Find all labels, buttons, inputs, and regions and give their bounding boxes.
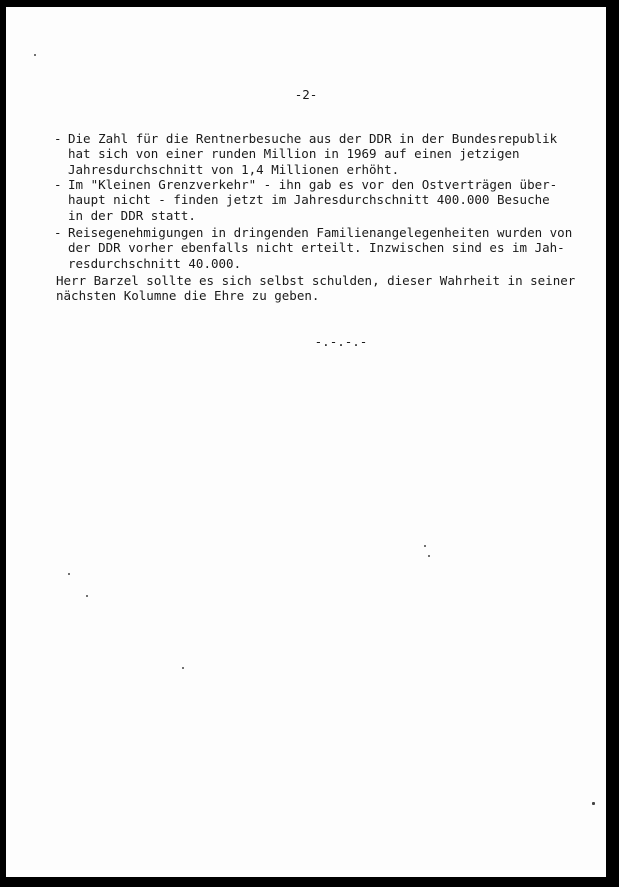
scan-speck (68, 573, 70, 575)
scan-speck (424, 545, 426, 547)
bullet-line: der DDR vorher ebenfalls nicht erteilt. Inzwischen sind es im Jah- (68, 240, 565, 256)
bullet-line: resdurchschnitt 40.000. (68, 255, 242, 271)
scan-speck (86, 595, 88, 597)
bullet-line: in der DDR statt. (68, 207, 196, 223)
bullet-marker: - (54, 177, 62, 192)
bullet-marker: - (54, 225, 62, 240)
scan-border-right (606, 0, 619, 887)
paragraph-line: nächsten Kolumne die Ehre zu geben. (56, 288, 320, 304)
bullet-line: haupt nicht - finden jetzt im Jahresdurchschnitt 400.000 Besuche (68, 192, 550, 208)
scan-speck (428, 555, 430, 557)
document-page (6, 7, 606, 877)
bullet-item-grenzverkehr (54, 177, 564, 223)
page-number: -2- (294, 87, 318, 102)
scan-speck (592, 802, 595, 805)
bullet-line: Im "Kleinen Grenzverkehr" - ihn gab es vor den Ostverträgen über- (68, 177, 558, 192)
scan-speck (34, 54, 36, 56)
bullet-item-rentnerbesuche (54, 131, 564, 177)
bullet-line: hat sich von einer runden Million in 1969 auf einen jetzigen (68, 146, 520, 162)
scan-speck (182, 667, 184, 669)
end-mark: -.-.-.- (314, 334, 368, 349)
bullet-line: Reisegenehmigungen in dringenden Familienangelegenheiten wurden von (68, 225, 573, 240)
bullet-item-reisegenehmigungen (54, 225, 573, 271)
bullet-line: Jahresdurchschnitt von 1,4 Millionen erhöht. (68, 161, 400, 177)
bullet-marker: - (54, 131, 62, 146)
scan-border-bottom (0, 877, 619, 887)
bullet-line: Die Zahl für die Rentnerbesuche aus der DDR in der Bundesrepublik (68, 131, 558, 146)
closing-paragraph (56, 273, 576, 304)
paragraph-line: Herr Barzel sollte es sich selbst schulden, dieser Wahrheit in seiner (56, 273, 576, 288)
